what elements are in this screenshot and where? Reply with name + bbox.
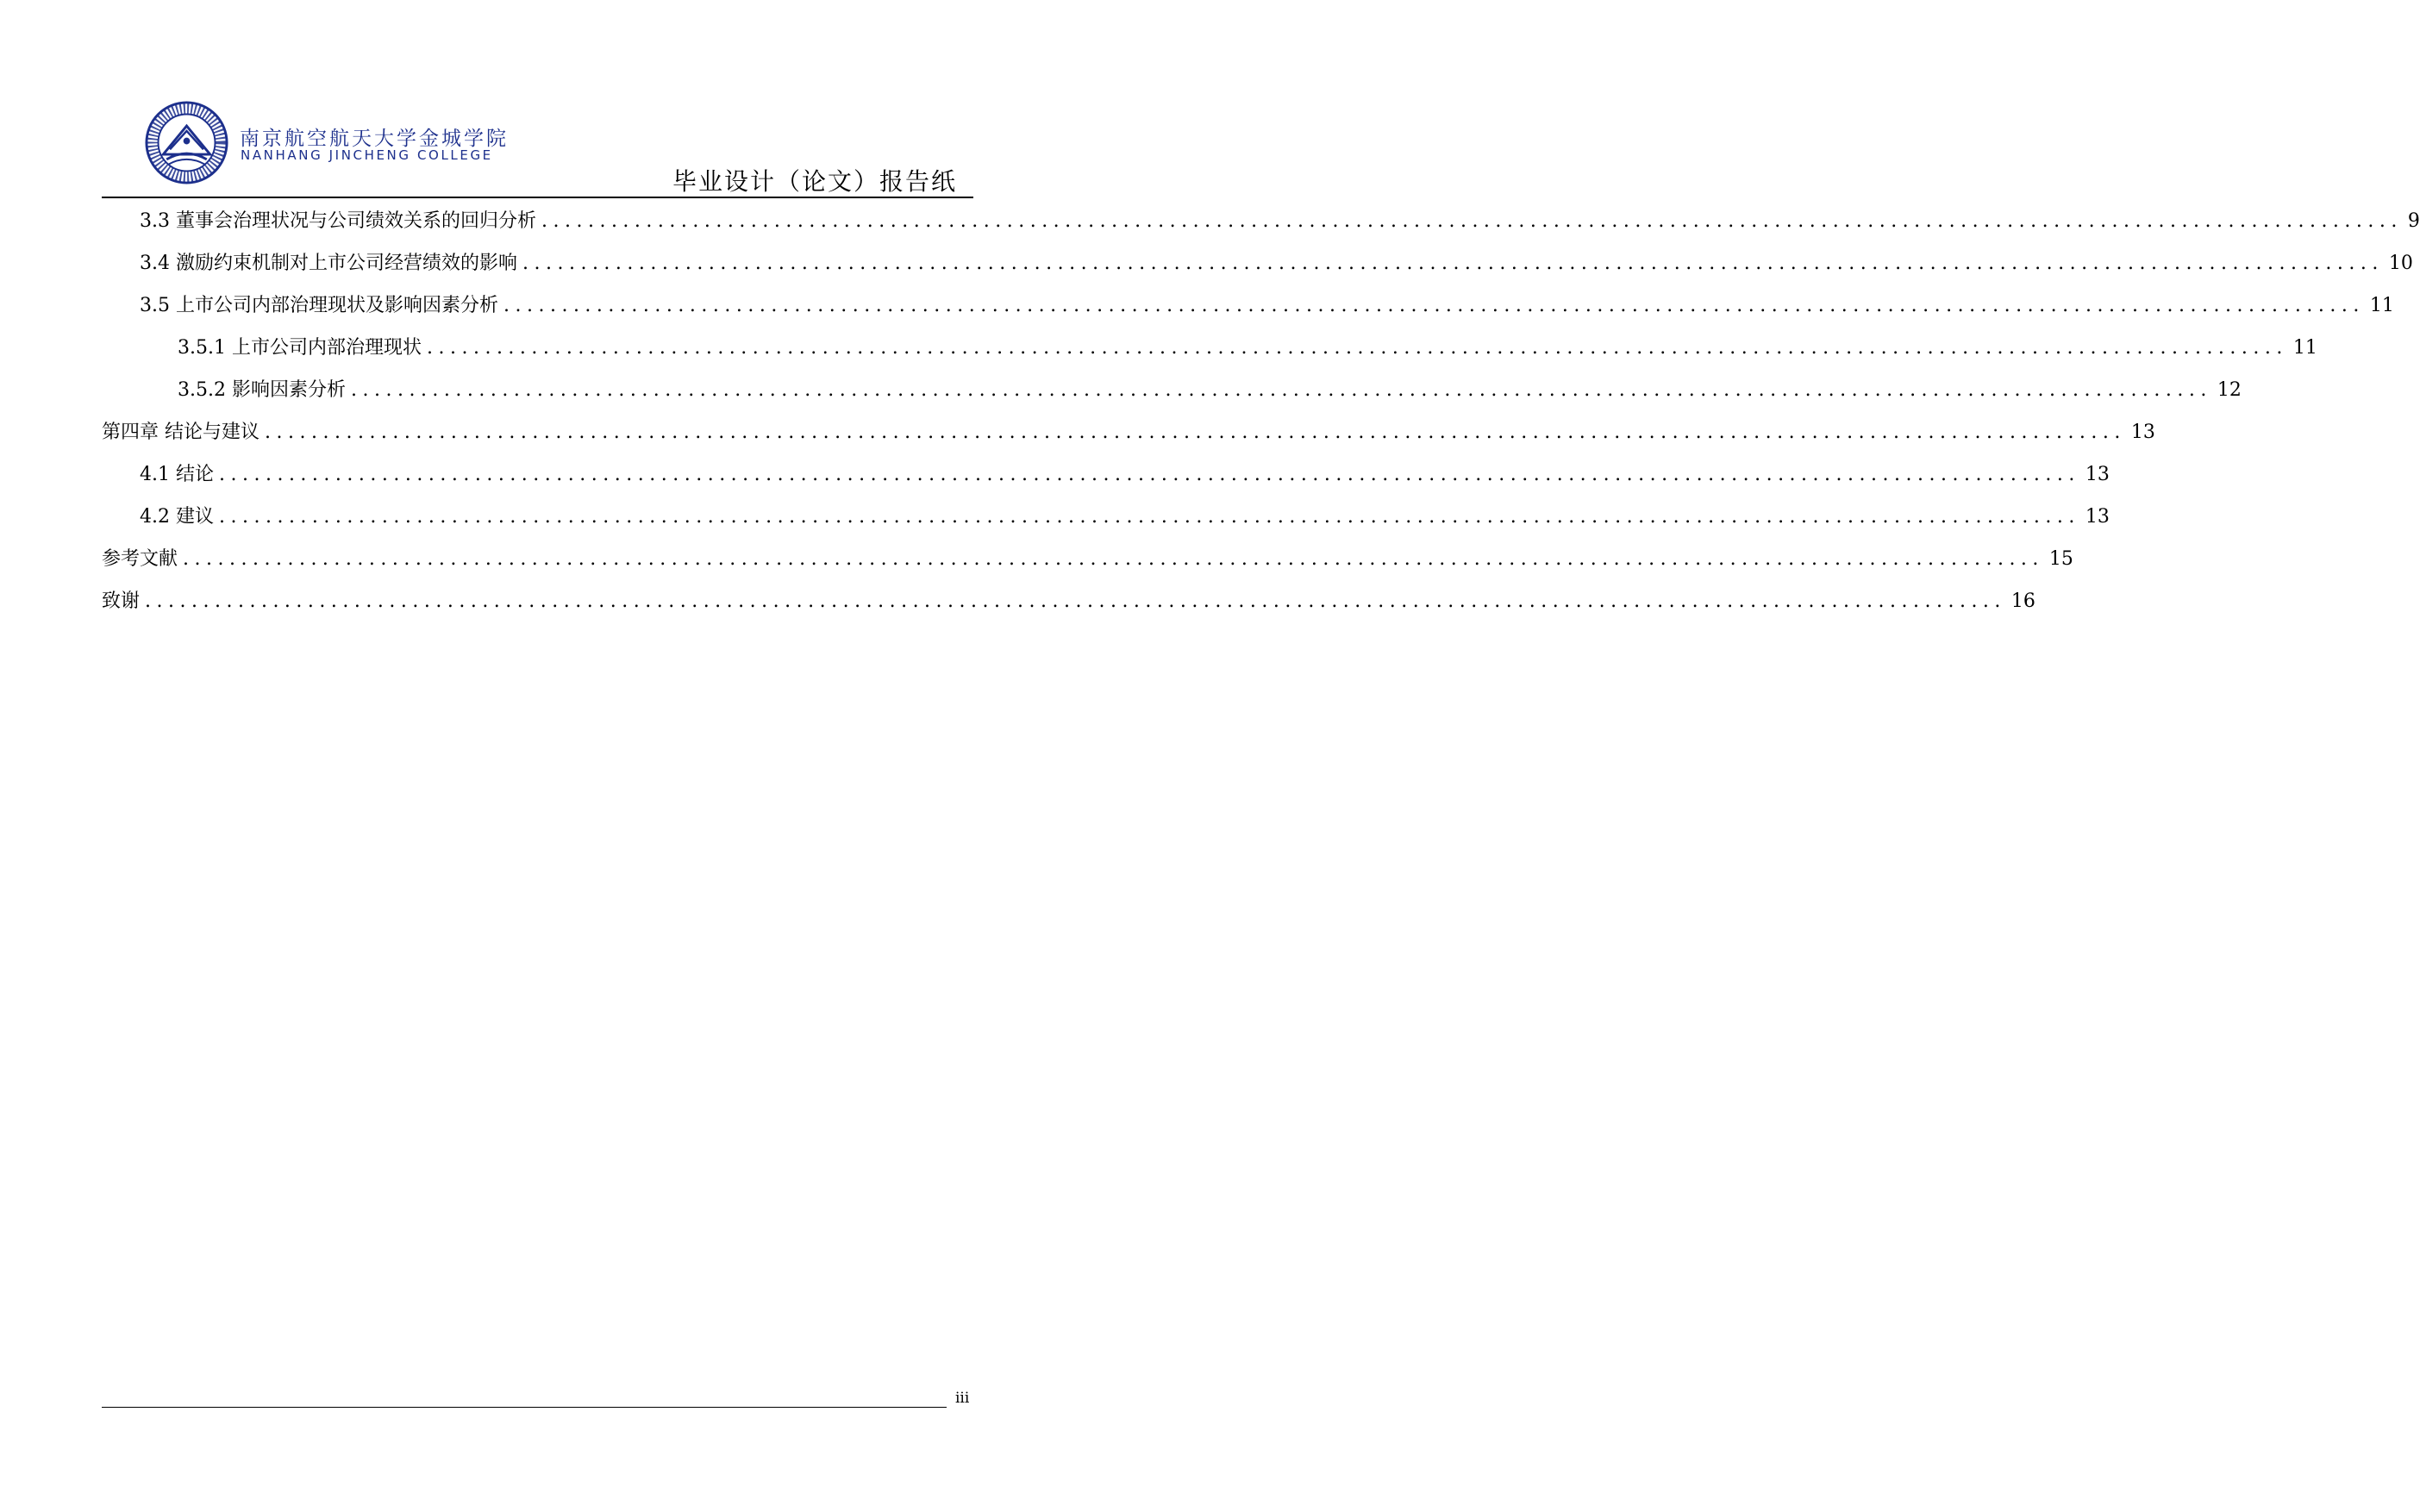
toc-entry-page: 13 — [2130, 422, 2155, 443]
toc-entry-page: 11 — [2369, 295, 2394, 316]
toc-leader-dots: ................................................................................................................................................................ — [426, 337, 2288, 359]
toc-entry[interactable] — [102, 247, 2413, 277]
toc-entry-page: 11 — [2292, 337, 2317, 359]
toc-leader-dots: ................................................................................................................................................................ — [503, 295, 2365, 316]
toc-entry-page: 13 — [2085, 506, 2110, 528]
toc-entry[interactable] — [102, 416, 2155, 446]
toc-entry-label: 4.2 建议 — [140, 506, 214, 528]
toc-entry[interactable] — [102, 205, 2420, 234]
toc-entry-label: 3.5.2 影响因素分析 — [178, 379, 346, 401]
toc-leader-dots: ................................................................................................................................................................ — [218, 506, 2080, 528]
toc-entry-label: 参考文献 — [102, 548, 178, 570]
college-name-chinese: 南京航空航天大学金城学院 — [240, 128, 509, 150]
toc-entry-page: 9 — [2407, 210, 2420, 232]
toc-leader-dots: ................................................................................................................................................................ — [350, 379, 2212, 401]
toc-entry[interactable] — [102, 459, 2110, 488]
toc-entry[interactable] — [102, 290, 2394, 319]
toc-entry-label: 3.4 激励约束机制对上市公司经营绩效的影响 — [140, 253, 517, 274]
report-title: 毕业设计（论文）报告纸 — [672, 167, 958, 196]
header-divider — [102, 197, 973, 198]
toc-entry[interactable] — [102, 501, 2110, 530]
toc-leader-dots: ................................................................................................................................................................ — [218, 464, 2080, 485]
toc-leader-dots: ................................................................................................................................................................ — [265, 422, 2126, 443]
toc-leader-dots: ................................................................................................................................................................ — [145, 590, 2006, 612]
toc-entry-page: 13 — [2085, 464, 2110, 485]
toc-entry-label: 3.3 董事会治理状况与公司绩效关系的回归分析 — [140, 210, 536, 232]
page-header — [0, 0, 1070, 207]
toc-entry[interactable] — [102, 543, 2073, 572]
toc-leader-dots: ................................................................................................................................................................ — [183, 548, 2044, 570]
toc-entry-page: 16 — [2010, 590, 2035, 612]
college-name-english: NANHANG JINCHENG COLLEGE — [241, 147, 493, 163]
toc-entry-label: 3.5.1 上市公司内部治理现状 — [178, 337, 422, 359]
toc-entry-page: 10 — [2388, 253, 2413, 274]
college-logo-icon — [145, 101, 228, 184]
toc-entry[interactable] — [102, 374, 2242, 403]
toc-entry-label: 4.1 结论 — [140, 464, 214, 485]
toc-entry[interactable] — [102, 585, 2035, 615]
toc-entry-page: 12 — [2217, 379, 2242, 401]
footer-divider — [102, 1407, 947, 1408]
toc-leader-dots: ................................................................................................................................................................ — [541, 210, 2403, 232]
toc-entry-label: 3.5 上市公司内部治理现状及影响因素分析 — [140, 295, 498, 316]
toc-leader-dots: ................................................................................................................................................................ — [522, 253, 2384, 274]
toc-entry[interactable] — [102, 332, 2317, 361]
toc-entry-page: 15 — [2048, 548, 2073, 570]
toc-entry-label: 第四章 结论与建议 — [102, 422, 260, 443]
toc-entry-label: 致谢 — [102, 590, 141, 612]
page-number: iii — [955, 1390, 970, 1407]
